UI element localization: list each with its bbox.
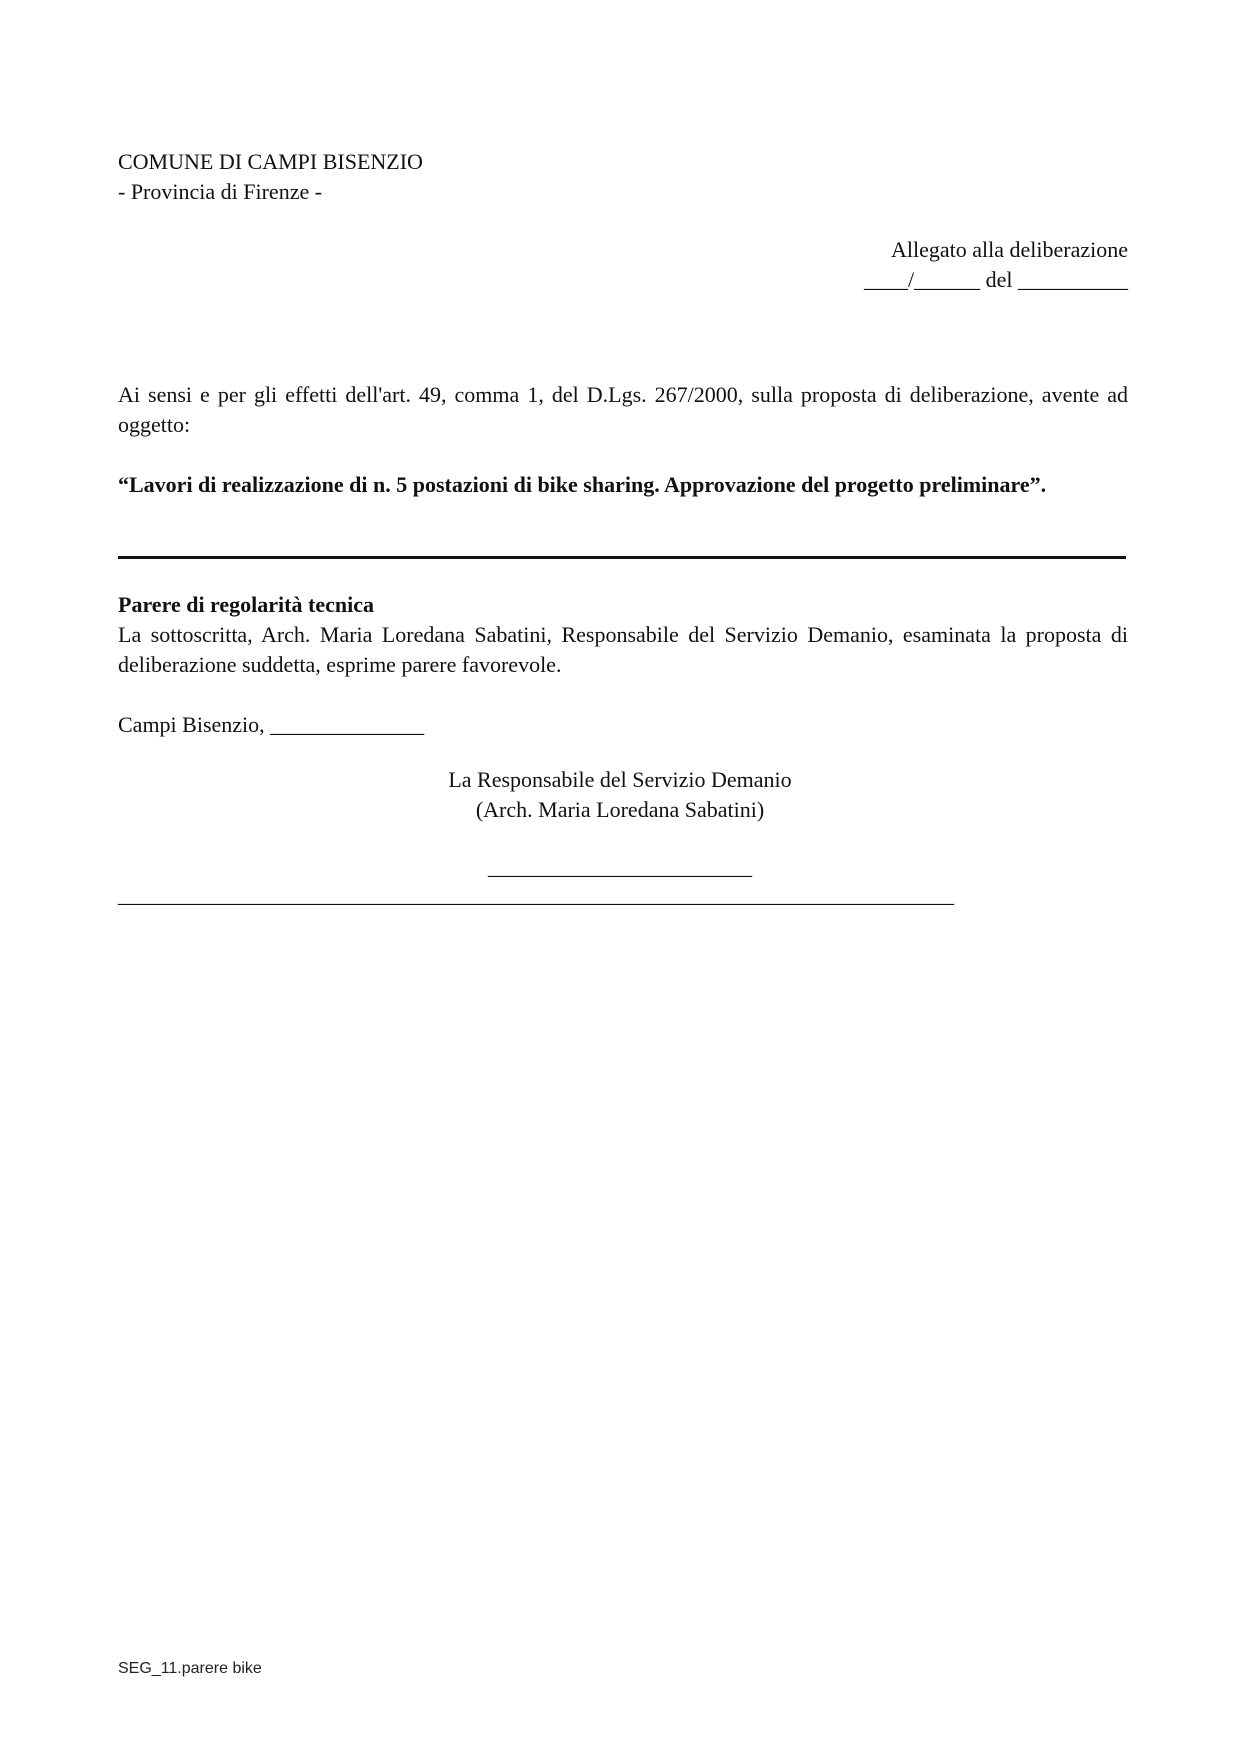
opinion-title: Parere di regolarità tecnica	[118, 592, 374, 617]
horizontal-divider	[118, 556, 1126, 559]
bottom-separator-line: ____________________________________________________________________________	[118, 882, 954, 907]
footer-filename: SEG_11.parere bike	[118, 1660, 262, 1677]
deliberation-subject: “Lavori di realizzazione di n. 5 postazioni di bike sharing. Approvazione del progetto preliminare”.	[118, 472, 1047, 497]
attachment-line-2: ____/______ del __________	[864, 267, 1128, 292]
opinion-body: La sottoscritta, Arch. Maria Loredana Sabatini, Responsabile del Servizio Demanio, esaminata la proposta di deliberazione suddetta, esprime parere favorevole.	[118, 622, 1128, 677]
attachment-reference	[864, 235, 1128, 295]
signature-line: ________________________	[488, 854, 752, 879]
signature-block	[340, 765, 900, 825]
intro-paragraph: Ai sensi e per gli effetti dell'art. 49, comma 1, del D.Lgs. 267/2000, sulla proposta di deliberazione, avente ad oggetto:	[118, 382, 1128, 437]
signatory-name: (Arch. Maria Loredana Sabatini)	[475, 797, 765, 822]
place-date-line: Campi Bisenzio, ______________	[118, 712, 425, 737]
attachment-line-1: Allegato alla deliberazione	[891, 237, 1128, 262]
province-name: - Provincia di Firenze -	[118, 179, 323, 204]
technical-opinion-section	[118, 590, 1128, 680]
municipality-name: COMUNE DI CAMPI BISENZIO	[118, 149, 423, 174]
document-header	[118, 147, 423, 207]
signatory-role: La Responsabile del Servizio Demanio	[448, 767, 792, 792]
